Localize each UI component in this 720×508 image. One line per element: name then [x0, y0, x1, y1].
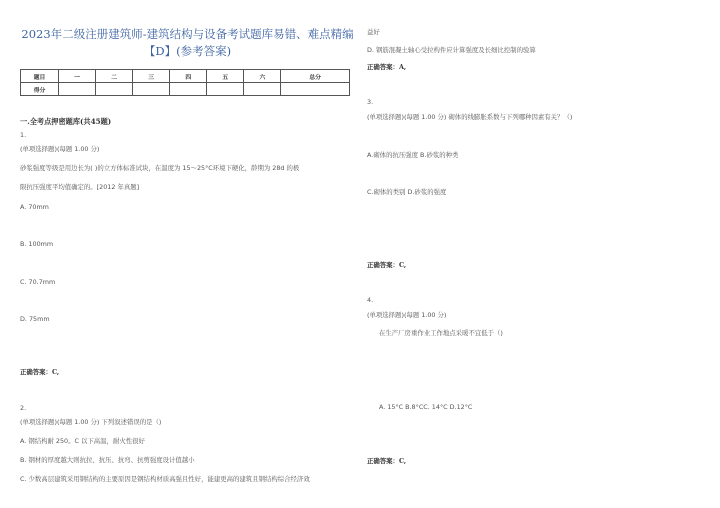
score-table: [20, 69, 350, 96]
option-ab: A.砌体的抗压强度 B.砂浆的种类: [367, 151, 459, 159]
option-c-continued: 益好: [367, 28, 380, 36]
option-b: B. 钢材的厚度越大则抗拉、抗压、抗弯、抗剪强度设计值越小: [20, 456, 195, 464]
document-title-line2: 【D】(参考答案): [143, 44, 232, 58]
question-type: (单项选择题)(每题 1.00 分) 下列叙述错误的是（): [20, 418, 162, 426]
score-header-cell: 六: [244, 70, 281, 83]
correct-answer: 正确答案：C,: [367, 457, 407, 465]
score-cell: [244, 83, 281, 96]
score-header-cell: 一: [59, 70, 96, 83]
document-title-line1: 2023年二级注册建筑师-建筑结构与设备考试题库易错、难点精编: [21, 27, 354, 41]
score-header-cell: 三: [133, 70, 170, 83]
score-table-header-row: [21, 70, 350, 83]
question-number: 2.: [20, 404, 27, 412]
correct-answer: 正确答案：C,: [20, 368, 60, 376]
question-type: (单项选择题)(每题 1.00 分): [367, 311, 447, 319]
score-cell: [281, 83, 350, 96]
option-b: B. 100mm: [20, 240, 54, 248]
score-cell: [59, 83, 96, 96]
score-cell: [96, 83, 133, 96]
score-table-score-row: [21, 83, 350, 96]
score-header-cell: 总分: [281, 70, 350, 83]
question-stem: 砂浆强度等级是用边长为( )的立方体标准试块，在温度为 15～25°C环境下硬化，龄期为 28d 的极: [20, 164, 300, 172]
question-number: 3.: [367, 98, 374, 106]
question-number: 1.: [20, 131, 27, 139]
option-a: A. 钢结构耐 250。C 以下高温，耐火性很好: [20, 437, 145, 445]
option-c: C. 少数高层建筑采用钢结构的主要原因是钢结构材质高强且性好，能建更高的建筑且钢结构综合经济效: [20, 475, 310, 483]
score-cell: [170, 83, 207, 96]
question-type: (单项选择题)(每题 1.00 分): [20, 145, 100, 153]
option-c: C. 70.7mm: [20, 278, 56, 286]
score-header-cell: 四: [170, 70, 207, 83]
option-d: D. 钢筋混凝土轴心受拉构件应计算强度及长细比控制的验算: [367, 46, 536, 54]
correct-answer: 正确答案：A,: [367, 63, 407, 71]
score-header-cell: 题目: [21, 70, 59, 83]
score-header-cell: 二: [96, 70, 133, 83]
section-heading: 一.全考点押密题库(共45题): [20, 117, 112, 126]
question-type: (单项选择题)(每题 1.00 分) 砌体的线膨胀系数与下列哪种因素有关？（): [367, 113, 573, 121]
option-d: D. 75mm: [20, 315, 50, 323]
score-cell: [207, 83, 244, 96]
score-header-cell: 五: [207, 70, 244, 83]
correct-answer: 正确答案：C,: [367, 261, 407, 269]
option-cd: C.砌体的类别 D.砂浆的强度: [367, 188, 447, 196]
score-cell: [133, 83, 170, 96]
question-stem: 在生产厂房重作业工作地点采暖不宜低于（): [379, 329, 503, 337]
option-a: A. 70mm: [20, 203, 49, 211]
question-stem: 限抗压强度平均值确定的。[2012 年真题]: [20, 183, 140, 191]
question-number: 4.: [367, 296, 374, 304]
score-row-label: 得分: [21, 83, 59, 96]
options: A. 15°C B.8°CC. 14°C D.12°C: [379, 403, 473, 411]
